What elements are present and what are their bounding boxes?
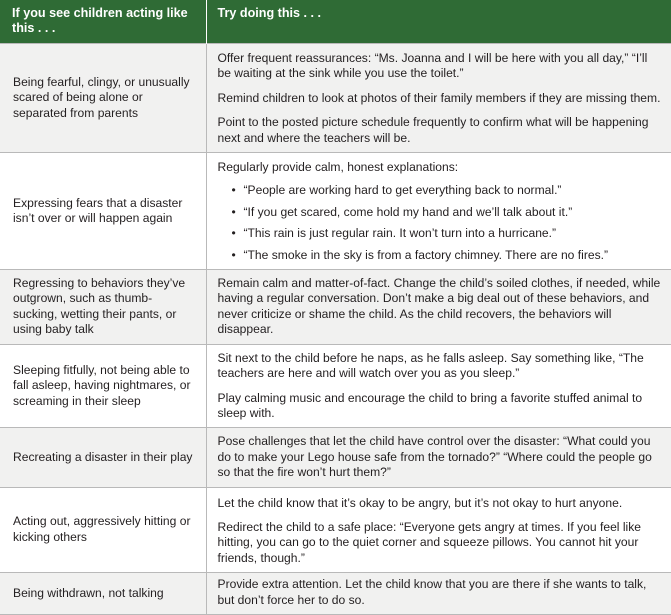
table-row [0,487,671,573]
bullet-icon: • [231,183,236,198]
list-item [232,205,662,220]
action-text: Regularly provide calm, honest explanations: [217,160,459,175]
quote-text: “People are working hard to get everything back to normal.” [243,183,562,198]
header-behavior: If you see children acting like this . . . [0,0,206,44]
table-row [0,344,671,428]
bullet-icon: • [231,247,236,262]
quote-text: “If you get scared, come hold my hand and we’ll talk about it.” [243,204,573,219]
table-row [0,428,671,487]
behavior-cell: Being fearful, clingy, or unusually scared of being alone or separated from parents [0,44,206,153]
action-text: Redirect the child to a safe place: “Everyone gets angry at times. If you feel like hitting, you can go to the quiet corner and squeeze pillows. You cannot hit your friends, though.” [217,519,641,565]
behavior-cell: Being withdrawn, not talking [0,573,206,615]
action-cell [206,344,671,428]
quote-text: “The smoke in the sky is from a factory chimney. There are no fires.” [243,247,609,262]
bullet-icon: • [231,226,236,241]
action-cell [206,270,671,345]
action-text: Play calming music and encourage the child to bring a favorite stuffed animal to sleep with. [217,390,643,420]
bullet-icon: • [231,204,236,219]
action-text: Pose challenges that let the child have control over the disaster: “What could you do to make your Lego house safe from the tornado?” “Where could the people go so that the fire won’t hurt them?” [217,434,652,480]
behavior-cell: Expressing fears that a disaster isn’t over or will happen again [0,153,206,270]
list-item [232,248,662,263]
action-cell [206,44,671,153]
list-item [232,183,662,198]
behavior-cell: Acting out, aggressively hitting or kicking others [0,487,206,573]
quote-list [218,183,662,263]
list-item [232,226,662,241]
header-action: Try doing this . . . [206,0,671,44]
action-text: Offer frequent reassurances: “Ms. Joanna and I will be here with you all day,” “I’ll be waiting at the sink while you use the toilet.” [217,51,648,81]
action-text: Sit next to the child before he naps, as he falls asleep. Say something like, “The teachers are here and will watch over you as you sleep.” [217,350,644,381]
table-row [0,153,671,270]
table-row [0,270,671,345]
action-text: Provide extra attention. Let the child know that you are there if she wants to talk, but don’t force her to do so. [217,577,647,607]
behavior-cell: Regressing to behaviors they’ve outgrown, such as thumb-sucking, wetting their pants, or using baby talk [0,270,206,345]
behavior-cell: Recreating a disaster in their play [0,428,206,487]
table-row [0,573,671,615]
quote-text: “This rain is just regular rain. It won’t turn into a hurricane.” [243,226,557,241]
action-text: Let the child know that it’s okay to be angry, but it’s not okay to hurt anyone. [217,495,623,510]
action-text: Remind children to look at photos of their family members if they are missing them. [217,90,661,105]
table-row [0,44,671,153]
behavior-cell: Sleeping fitfully, not being able to fall asleep, having nightmares, or screaming in their sleep [0,344,206,428]
table-header-row [0,0,671,44]
action-cell [206,573,671,615]
action-cell [206,487,671,573]
action-text: Remain calm and matter-of-fact. Change the child’s soiled clothes, if needed, while having a regular conversation. Don’t make a big deal out of these behaviors, and never criticize or shame the child. As the child recovers, the behaviors will disappear. [217,276,661,337]
action-cell [206,153,671,270]
action-text: Point to the posted picture schedule frequently to confirm what will be happening next and where the teachers will be. [217,115,649,145]
action-cell [206,428,671,487]
